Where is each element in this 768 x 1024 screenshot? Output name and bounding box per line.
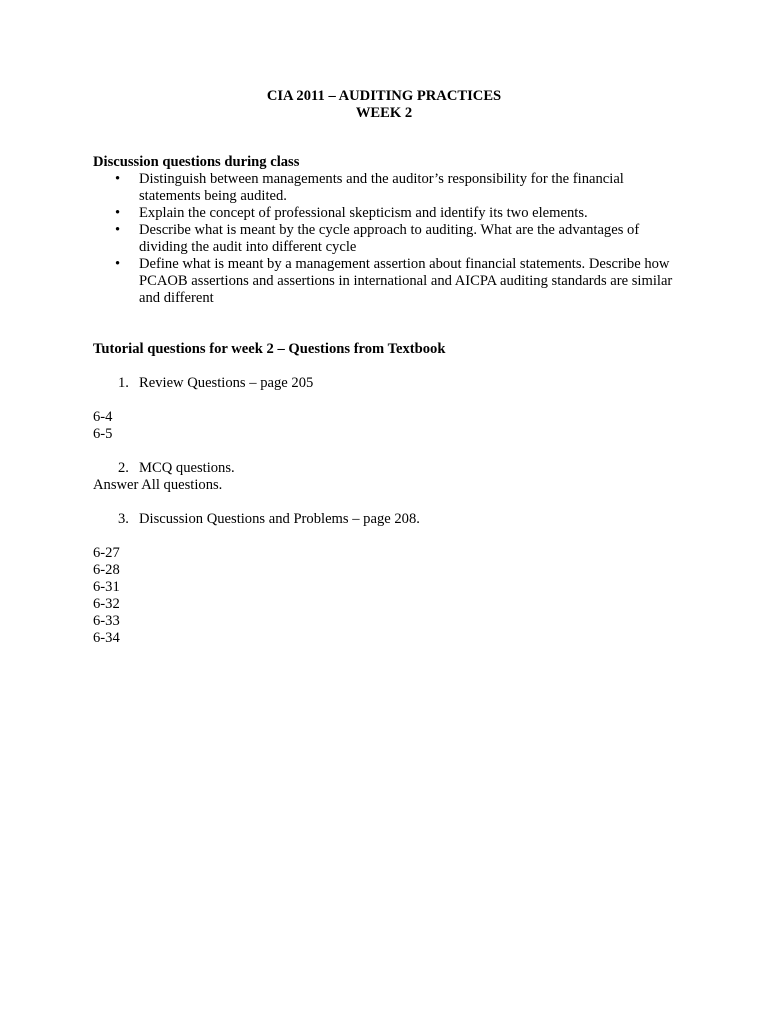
- bullet-icon: •: [115, 171, 121, 187]
- question-ref: 6-5: [93, 426, 113, 442]
- title-line-course: CIA 2011 – AUDITING PRACTICES: [266, 88, 502, 104]
- title-line-week: WEEK 2: [355, 105, 413, 121]
- section-text: Review Questions – page 205: [139, 375, 314, 391]
- tutorial-section-1: [93, 375, 683, 392]
- tutorial-heading: Tutorial questions for week 2 – Questions from Textbook: [93, 341, 446, 357]
- section-note: Answer All questions.: [93, 477, 223, 493]
- bullet-icon: •: [115, 222, 121, 238]
- tutorial-section-2: [93, 460, 683, 477]
- discussion-heading: Discussion questions during class: [93, 154, 300, 170]
- section-number: 2.: [118, 460, 129, 476]
- discussion-item-text: Explain the concept of professional skepticism and identify its two elements.: [139, 205, 588, 221]
- question-ref: 6-4: [93, 409, 113, 425]
- section-number: 1.: [118, 375, 129, 391]
- discussion-item-text: Describe what is meant by the cycle approach to auditing. What are the advantages of dividing the audit into different cycle: [139, 222, 640, 255]
- discussion-list: [93, 171, 683, 307]
- discussion-item: [93, 171, 683, 205]
- discussion-item: [93, 205, 683, 222]
- tutorial-section-3: [93, 511, 683, 528]
- question-ref: 6-34: [93, 630, 120, 646]
- bullet-icon: •: [115, 205, 121, 221]
- section-number: 3.: [118, 511, 129, 527]
- discussion-item: [93, 222, 683, 256]
- question-ref: 6-33: [93, 613, 120, 629]
- question-ref: 6-32: [93, 596, 120, 612]
- bullet-icon: •: [115, 256, 121, 272]
- question-ref: 6-28: [93, 562, 120, 578]
- document-body: [93, 154, 683, 647]
- discussion-item-text: Distinguish between managements and the auditor’s responsibility for the financial statements being audited.: [139, 171, 624, 204]
- question-ref: 6-31: [93, 579, 120, 595]
- discussion-item-text: Define what is meant by a management assertion about financial statements. Describe how PCAOB assertions and assertions in international and AICPA auditing standards are similar and different: [139, 256, 673, 306]
- question-ref: 6-27: [93, 545, 120, 561]
- section-text: Discussion Questions and Problems – page 208.: [139, 511, 420, 527]
- section-text: MCQ questions.: [139, 460, 235, 476]
- document-title: [0, 88, 768, 122]
- discussion-item: [93, 256, 683, 307]
